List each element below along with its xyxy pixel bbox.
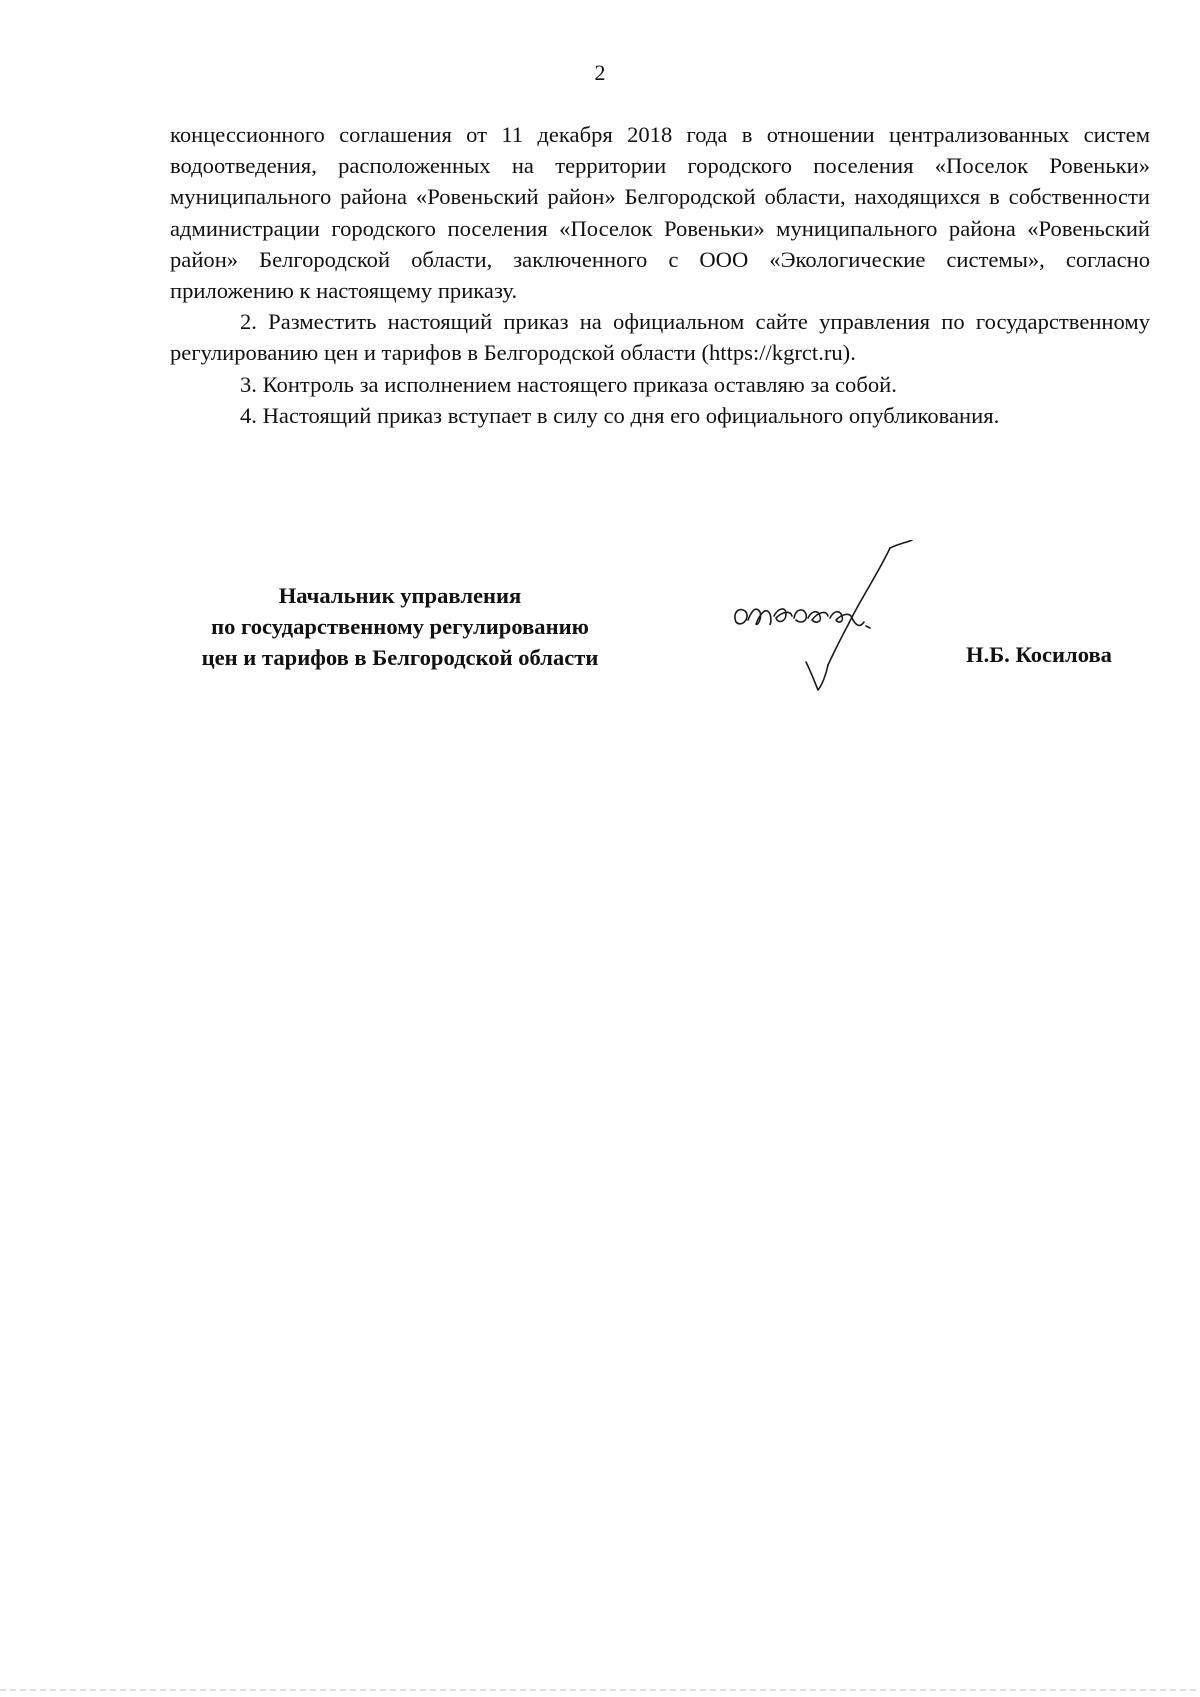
handwritten-signature [730,540,1000,700]
paragraph-continuation: концессионного соглашения от 11 декабря 2018 года в отношении централизованных систем водоотведения, расположенных на территории городского поселения «Поселок Ровеньки» муниципального района «Ровеньский район» Белгородской области, находящихся в собственности администрации городского поселения «Поселок Ровеньки» муниципального района «Ровеньский район» Белгородской области, заключенного с ООО «Экологические системы», согласно приложению к настоящему приказу. [170,122,1150,304]
paragraph-item-4: 4. Настоящий приказ вступает в силу со дня его официального опубликования. [240,402,1000,428]
signatory-title-line-1: Начальник управления [278,583,522,608]
scan-edge-artifact [0,1689,1200,1691]
page-number: 2 [594,60,606,85]
signatory-title-line-3: цен и тарифов в Белгородской области [201,645,599,670]
signatory-title [150,580,650,673]
document-body [170,119,1150,431]
paragraph-item-2: 2. Разместить настоящий приказ на официальном сайте управления по государственному регулированию цен и тарифов в Белгородской области (https://kgrct.ru). [170,309,1150,366]
paragraph-item-3: 3. Контроль за исполнением настоящего приказа оставляю за собой. [240,371,897,397]
signer-name: Н.Б. Косилова [966,642,1112,667]
signatory-title-line-2: по государственному регулированию [211,614,589,639]
